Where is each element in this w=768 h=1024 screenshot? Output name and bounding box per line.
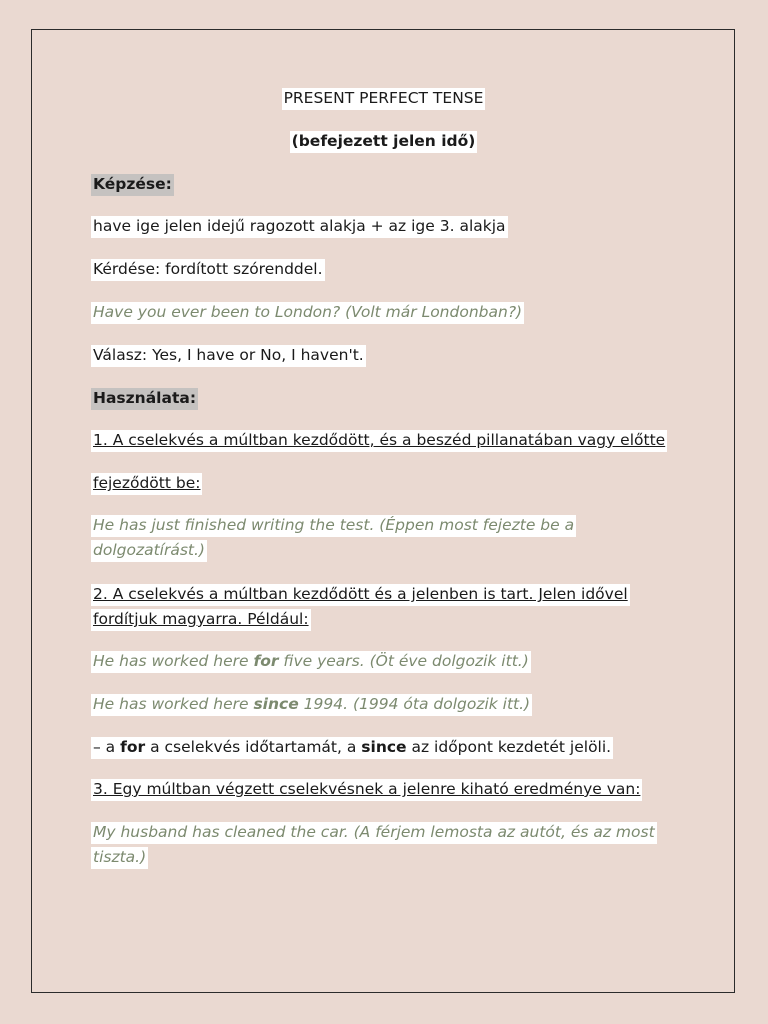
point1-line1: [91, 431, 667, 449]
note-keyword-for: for: [120, 738, 146, 756]
point1-example-block: [91, 513, 671, 563]
point1-line2: [91, 474, 202, 492]
page-title: PRESENT PERFECT TENSE: [282, 88, 486, 110]
question-line: [91, 259, 325, 279]
subtitle-line: [91, 131, 676, 151]
point2-example1-pre: He has worked here: [93, 652, 254, 670]
answer-line: [91, 345, 366, 365]
point2-text-block: [91, 582, 651, 632]
point2-example1: [91, 651, 531, 673]
usage-heading: Használata:: [91, 388, 198, 410]
point3-example-block: [91, 820, 671, 870]
point1-text-line1: 1. A cselekvés a múltban kezdődött, és a beszéd pillanatában vagy előtte: [91, 430, 667, 452]
title-line: [91, 88, 676, 108]
point2-note-pre: – a: [93, 738, 121, 756]
question-rule: Kérdése: fordított szórenddel.: [91, 259, 325, 281]
point2-note: [91, 737, 613, 759]
point3-text: 3. Egy múltban végzett cselekvésnek a jelenre kiható eredménye van:: [91, 779, 642, 801]
point3-line: [91, 780, 642, 798]
formation-rule-line: [91, 216, 508, 236]
point2-note-mid: a cselekvés időtartamát, a: [145, 738, 362, 756]
point1-example: He has just finished writing the test. (Éppen most fejezte be a dolgozatírást.): [91, 515, 576, 562]
formation-heading: Képzése:: [91, 174, 174, 196]
point2-note-post: az időpont kezdetét jelöli.: [406, 738, 612, 756]
answer-rule: Válasz: Yes, I have or No, I haven't.: [91, 345, 366, 367]
keyword-for: for: [253, 652, 279, 670]
point2-note-line: [91, 737, 613, 757]
point2-text: 2. A cselekvés a múltban kezdődött és a jelenben is tart. Jelen idővel fordítjuk magyarra. Például:: [91, 584, 630, 631]
point2-example1-line: [91, 651, 531, 671]
usage-heading-line: [91, 388, 198, 408]
note-keyword-since: since: [361, 738, 407, 756]
formation-rule: have ige jelen idejű ragozott alakja + az ige 3. alakja: [91, 216, 508, 238]
point2-example2-line: [91, 694, 532, 714]
formation-heading-line: [91, 174, 174, 194]
question-example-line: [91, 302, 524, 322]
point2-example1-post: five years. (Öt éve dolgozik itt.): [278, 652, 529, 670]
point3-example: My husband has cleaned the car. (A férjem lemosta az autót, és az most tiszta.): [91, 822, 657, 869]
question-example: Have you ever been to London? (Volt már Londonban?): [91, 302, 524, 324]
keyword-since: since: [253, 695, 299, 713]
point1-text-line2: fejeződött be:: [91, 473, 202, 495]
point2-example2: [91, 694, 532, 716]
point2-example2-post: 1994. (1994 óta dolgozik itt.): [298, 695, 531, 713]
point2-example2-pre: He has worked here: [93, 695, 254, 713]
page-subtitle: (befejezett jelen idő): [290, 131, 478, 153]
